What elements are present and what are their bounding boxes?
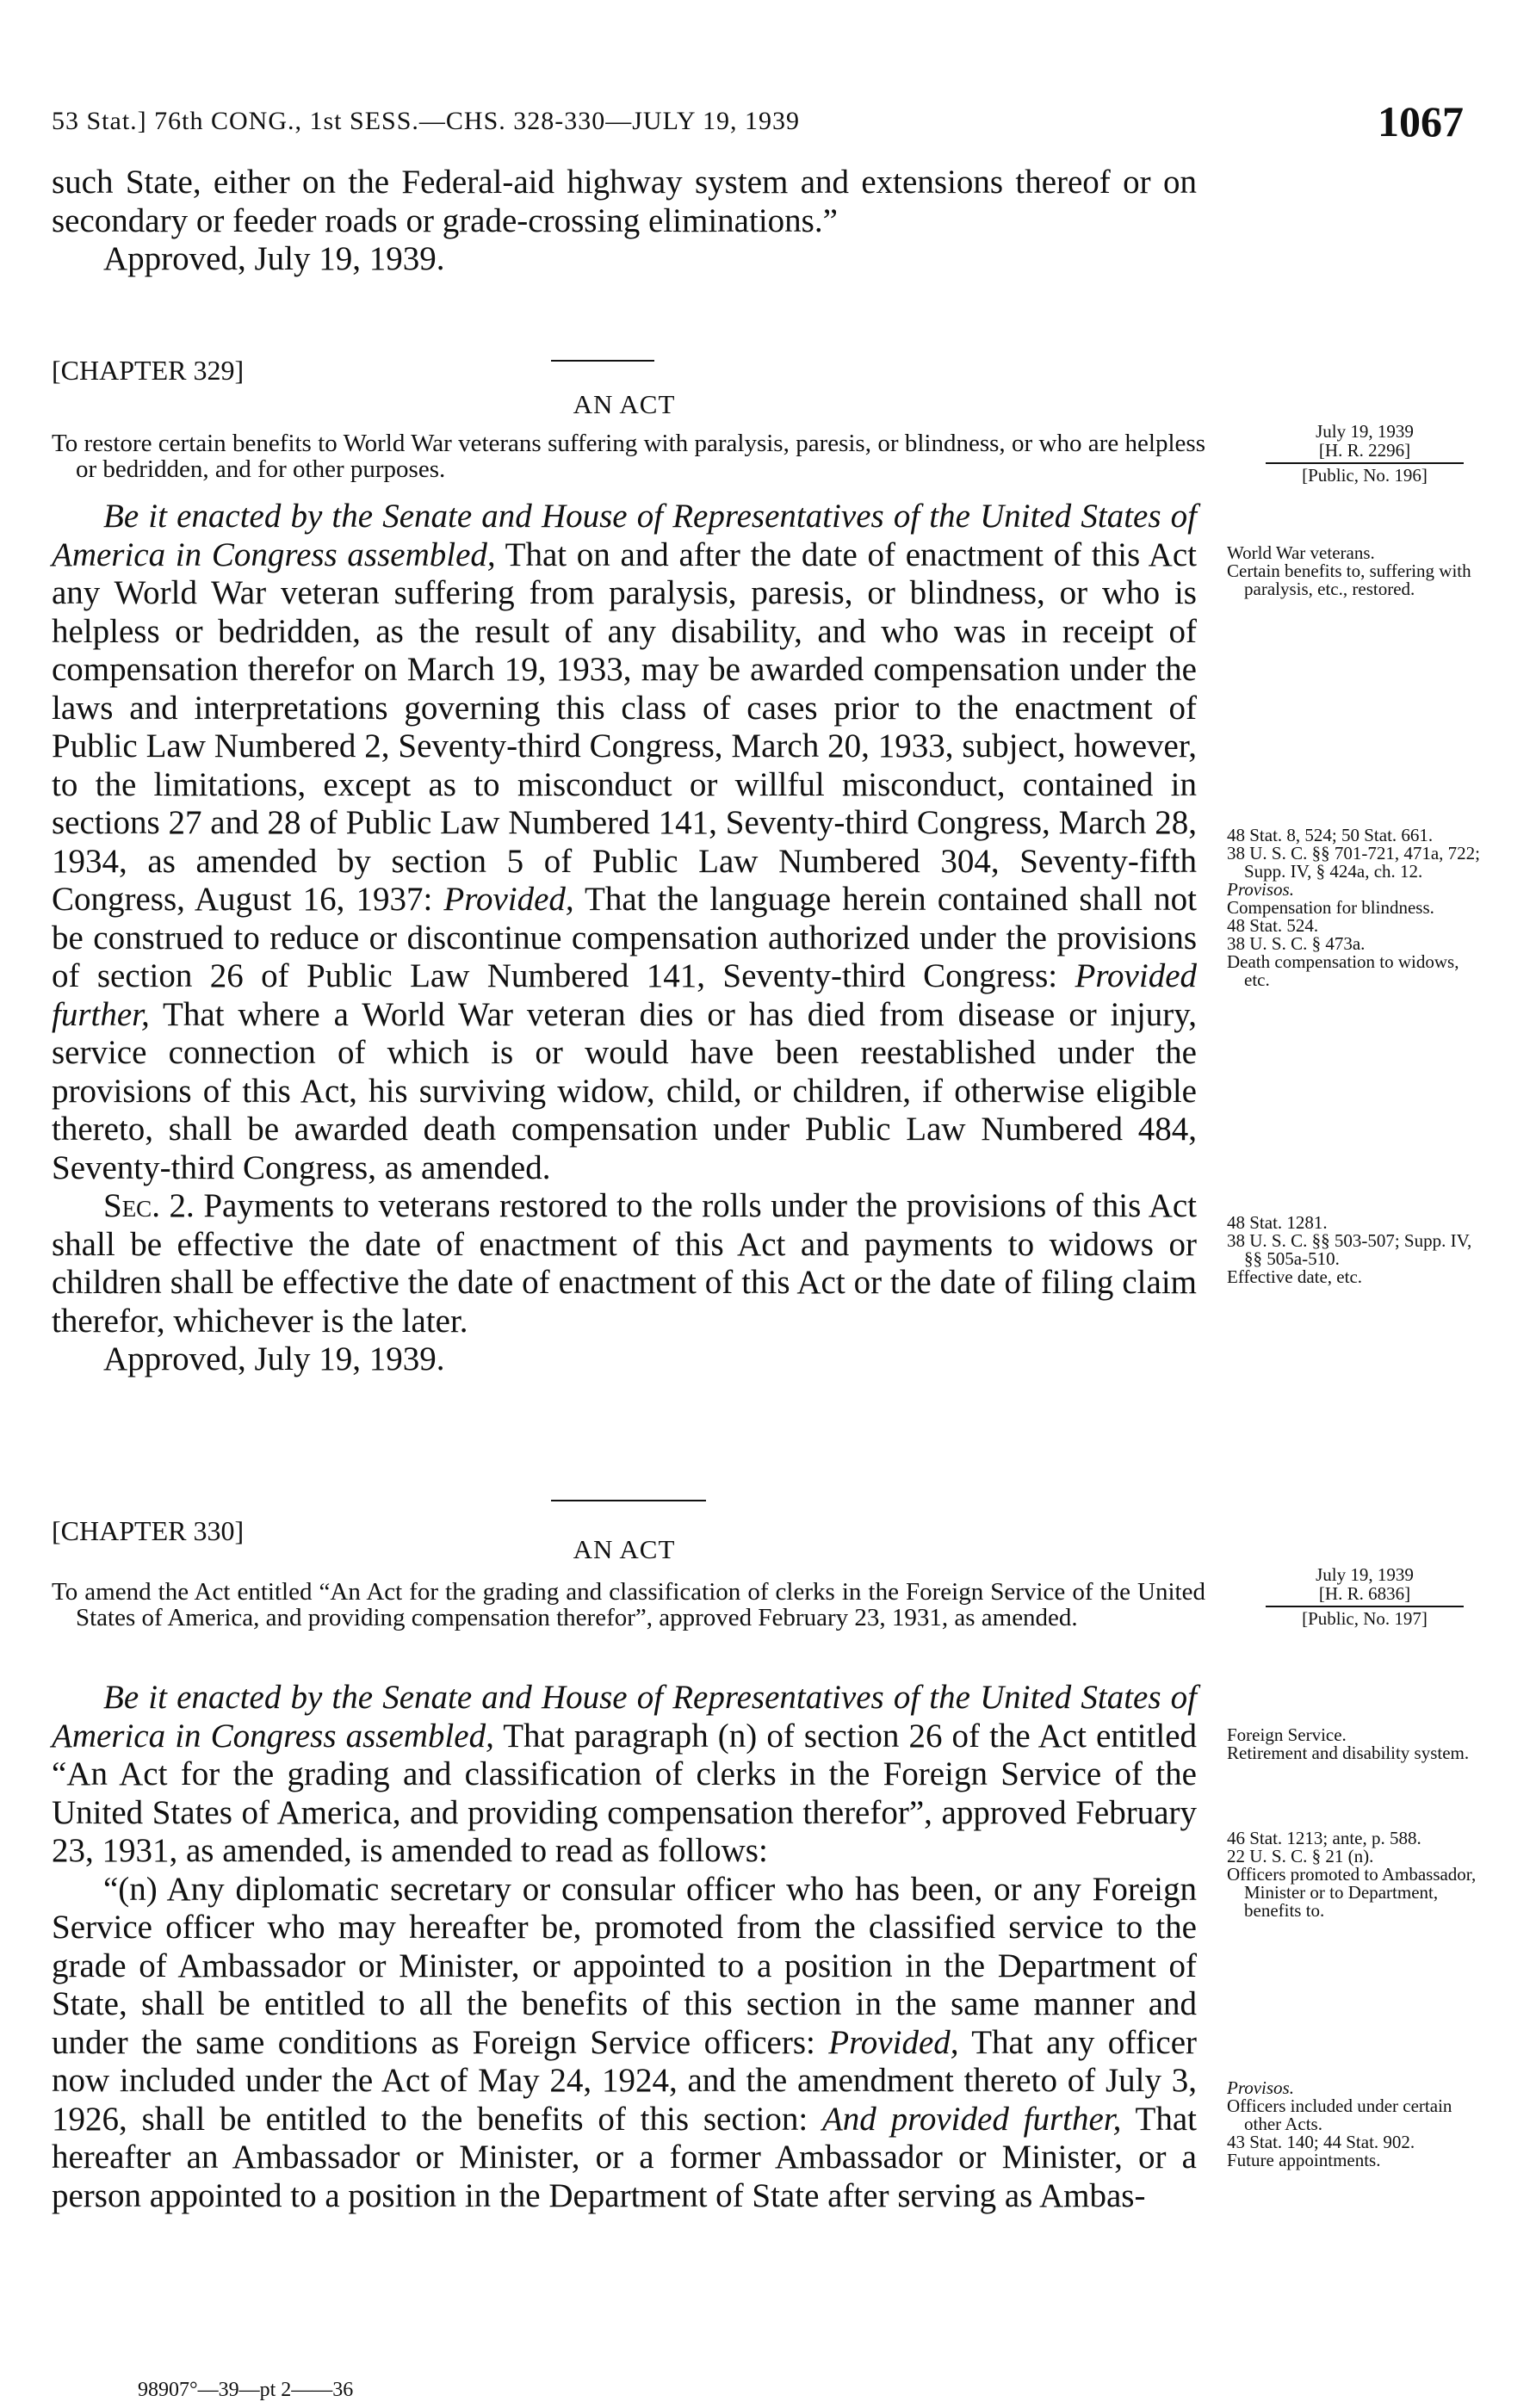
chapter-330-bill-number: [H. R. 6836] <box>1318 1583 1411 1604</box>
enacting-clause: Be it enacted by the Senate and House of Representatives of the United States of America in Congress assembled, <box>52 498 1197 573</box>
margin-note: 38 U. S. C. § 473a. <box>1227 933 1366 954</box>
margin-note: Certain benefits to, suffering with paralysis, etc., restored. <box>1227 560 1471 599</box>
margin-note: 22 U. S. C. § 21 (n). <box>1227 1846 1374 1866</box>
chapter-330-note-2 <box>1227 1829 1485 1920</box>
chapter-330-public-number: [Public, No. 197] <box>1266 1606 1464 1628</box>
printer-footer: 98907°—39—pt 2——36 <box>138 2379 354 2401</box>
carryover-text: such State, either on the Federal-aid highway system and extensions thereof or on secondary or feeder roads or grade-crossing eliminations.” <box>52 164 1197 239</box>
margin-note: 38 U. S. C. §§ 503-507; Supp. IV, §§ 505a-510. <box>1227 1230 1472 1269</box>
enacting-clause: Be it enacted by the Senate and House of Representatives of the United States of America in Congress assembled, <box>52 1679 1197 1755</box>
paragraph-n <box>52 1871 1197 2216</box>
chapter-329-bill-date: July 19, 1939 <box>1316 421 1414 442</box>
section-1-text-b: That the language herein contained shall not be construed to reduce or discontinue compensation authorized under the provisions of section 26 of Public Law Numbered 141, Seventy-third Congress: <box>52 881 1198 994</box>
chapter-329-section-2 <box>52 1187 1197 1340</box>
margin-note: 38 U. S. C. §§ 701-721, 471a, 722; Supp. IV, § 424a, ch. 12. <box>1227 843 1480 882</box>
chapter-329-note-3 <box>1227 1214 1485 1286</box>
section-divider <box>551 1500 706 1501</box>
margin-note: Officers included under certain other Acts. <box>1227 2095 1452 2134</box>
chapter-329-public-number: [Public, No. 196] <box>1266 462 1464 485</box>
section-2-text: Payments to veterans restored to the rolls under the provisions of this Act shall be effective the date of enactment of this Act and payments to widows or children shall be effective the date of enactment of this Act or the date of filing claim therefor, whichever is the later. <box>52 1187 1197 1340</box>
section-2-label: Sec. 2. <box>103 1187 195 1224</box>
chapter-329-section-1 <box>52 498 1197 1187</box>
margin-note: Compensation for blindness. <box>1227 897 1434 918</box>
chapter-329-bill-number: [H. R. 2296] <box>1318 440 1411 461</box>
carryover-approved: Approved, July 19, 1939. <box>103 240 445 277</box>
chapter-330-section-1 <box>52 1679 1197 1871</box>
chapter-329-approved: Approved, July 19, 1939. <box>103 1340 445 1377</box>
chapter-330-bill-box <box>1266 1565 1464 1628</box>
running-head: 53 Stat.] 76th CONG., 1st SESS.—CHS. 328-330—JULY 19, 1939 <box>52 107 800 135</box>
chapter-330-note-3 <box>1227 2079 1485 2170</box>
chapter-330-note-1 <box>1227 1726 1485 1762</box>
chapter-329-bill-box <box>1266 422 1464 485</box>
chapter-330-act-heading: AN ACT <box>573 1534 676 1564</box>
chapter-329-note-1 <box>1227 544 1485 598</box>
carryover-block <box>52 164 1197 278</box>
proviso-label: Provided, <box>443 881 574 918</box>
proviso-further-label: Provided further, <box>52 957 1198 1033</box>
margin-note: 48 Stat. 1281. <box>1227 1212 1328 1233</box>
margin-note: Foreign Service. <box>1227 1724 1347 1745</box>
margin-note: 48 Stat. 8, 524; 50 Stat. 661. <box>1227 825 1434 845</box>
chapter-330-bill-date: July 19, 1939 <box>1316 1564 1414 1585</box>
margin-note: Officers promoted to Ambassador, Minister or to Department, benefits to. <box>1227 1864 1477 1921</box>
chapter-329-purpose: To restore certain benefits to World War veterans suffering with paralysis, paresis, or blindness, or who are helpless or bedridden, and for other purposes. <box>52 430 1205 483</box>
paragraph-n-text-a: “(n) Any diplomatic secretary or consular officer who has been, or any Foreign Service officer who may hereafter be, promoted from the classified service to the grade of Ambassador or Minister, or appointed to a position in the Department of State, shall be entitled to all the benefits of this section in the same manner and under the same conditions as Foreign Service officers: <box>52 1870 1197 2061</box>
margin-note: Provisos. <box>1227 2077 1294 2098</box>
margin-note: 46 Stat. 1213; ante, p. 588. <box>1227 1828 1421 1848</box>
section-1-text-c: That where a World War veteran dies or has died from disease or injury, service connection of which is or would have been reestablished under the provisions of this Act, his surviving widow, child, or children, if otherwise eligible thereto, shall be awarded death compensation under Public Law Numbered 484, Seventy-third Congress, as amended. <box>52 995 1198 1186</box>
margin-note: Effective date, etc. <box>1227 1266 1363 1287</box>
margin-note: Provisos. <box>1227 879 1294 900</box>
proviso-further-label: And provided further, <box>821 2100 1122 2138</box>
paragraph-n-text-b: That any officer now included under the Act of May 24, 1924, and the amendment thereto of July 3, 1926, shall be entitled to the benefits of this section: <box>52 2023 1198 2138</box>
margin-note: Retirement and disability system. <box>1227 1743 1470 1763</box>
chapter-329-note-2 <box>1227 826 1485 989</box>
chapter-329-label: [CHAPTER 329] <box>52 355 245 386</box>
chapter-329-body <box>52 498 1197 1378</box>
chapter-330-body <box>52 1679 1197 2215</box>
chapter-329-act-heading: AN ACT <box>573 389 676 419</box>
section-1-text-a: That on and after the date of enactment of this Act any World War veteran suffering from paralysis, paresis, or blindness, or who is helpless or bedridden, as the result of any disability, and who was in receipt of compensation therefor on March 19, 1933, may be awarded compensation under the laws and interpretations governing this class of cases prior to the enactment of Public Law Numbered 2, Seventy-third Congress, March 20, 1933, subject, however, to the limitations, except as to misconduct or willful misconduct, contained in sections 27 and 28 of Public Law Numbered 141, Seventy-third Congress, March 28, 1934, as amended by section 5 of Public Law Numbered 304, Seventy-fifth Congress, August 16, 1937: <box>52 535 1197 918</box>
margin-note: Future appointments. <box>1227 2150 1381 2170</box>
chapter-330-label: [CHAPTER 330] <box>52 1515 245 1546</box>
margin-note: World War veterans. <box>1227 542 1375 563</box>
margin-note: Death compensation to widows, etc. <box>1227 951 1459 990</box>
chapter-330-purpose-block <box>52 1579 1205 1631</box>
running-header <box>52 96 1464 148</box>
chapter-330-purpose: To amend the Act entitled “An Act for the grading and classification of clerks in the Foreign Service of the United States of America, and providing compensation therefor”, approved February 23, 1931, as amended. <box>52 1578 1205 1631</box>
section-1-text: That paragraph (n) of section 26 of the Act entitled “An Act for the grading and classification of clerks in the Foreign Service of the United States of America, and providing compensation therefor”, approved February 23, 1931, as amended, is amended to read as follows: <box>52 1717 1198 1869</box>
paragraph-n-text-c: That hereafter an Ambassador or Minister, or a former Ambassador or Minister, or a person appointed to a position in the Department of State after serving as Ambas- <box>52 2100 1197 2214</box>
margin-note: 43 Stat. 140; 44 Stat. 902. <box>1227 2132 1415 2152</box>
page-number: 1067 <box>1378 97 1464 145</box>
margin-note: 48 Stat. 524. <box>1227 915 1319 936</box>
proviso-label: Provided, <box>828 2023 959 2061</box>
chapter-329-purpose-block <box>52 430 1205 482</box>
